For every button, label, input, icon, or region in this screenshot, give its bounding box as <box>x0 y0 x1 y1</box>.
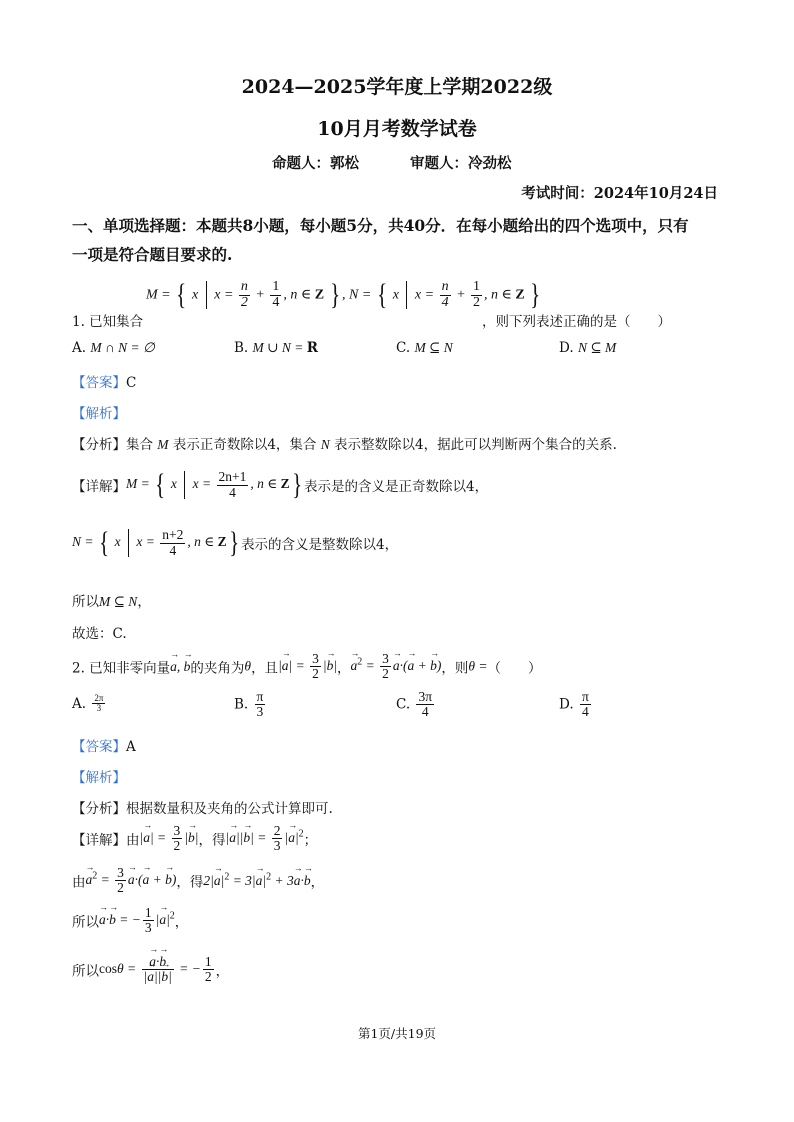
q1-option-c: C. M ⊆ N <box>396 340 453 356</box>
q2-answer: 【答案】A <box>72 739 136 755</box>
q1-so: 所以M ⊆ N， <box>72 594 151 610</box>
q1-answer: 【答案】C <box>72 375 137 391</box>
q1-option-a: A. M ∩ N = ∅ <box>72 340 155 356</box>
page-footer: 第1页/共19页 <box>357 1026 437 1041</box>
reviewer: 审题人：冷劲松 <box>410 155 512 172</box>
q2-option-b: B. $\frac{\pi}{3}$ <box>234 689 264 720</box>
q2-stem: 2. 已知非零向量→ a, → b的夹角为θ，且|→ a| = $\frac{3}{2}$ |→ b|，→ $a^2$ = $\frac{3}{2}$ → a·(→ a + → b)，则θ =（ ） <box>72 652 542 681</box>
q2-fenxi: 【分析】根据数量积及夹角的公式计算即可. <box>72 801 333 817</box>
q1-xiangjie-2: N = { x x = $\frac{n+2}{4}$ , n ∈ Z} 表示的含义是整数除以4， <box>72 526 399 559</box>
exam-title-line2: 10月月考数学试卷 <box>317 118 477 140</box>
q1-fenxi: 【分析】集合 M 表示正奇数除以4，集合 N 表示整数除以4，据此可以判断两个集合的关系. <box>72 437 617 453</box>
q2-analysis-tag: 【解析】 <box>72 770 126 786</box>
section-heading-line1: 一、单项选择题：本题共8小题，每小题5分，共40分．在每小题给出的四个选项中，只有 <box>72 216 689 235</box>
q1-xiangjie-1: 【详解】M = { x x = $\frac{2n+1}{4}$ , n ∈ Z} 表示是的含义是正奇数除以4， <box>72 468 489 501</box>
q2-option-a: A. $\frac{2\pi}{3}$ <box>72 693 104 714</box>
exam-time: 考试时间：2024年10月24日 <box>521 185 718 202</box>
q1-sets-formula: M = { x x = $\frac{n}{2}$ + $\frac{1}{4}$ , n ∈ Z } , N = { x x = $\frac{n}{4}$ + $\frac{1}{2}$ , n ∈ Z } <box>146 278 541 312</box>
q2-xiangjie-4: 所以cosθ = → $\frac{a\cdot\to b}{|\to a||\to b|}$ = − $\frac{1}{2}$ ， <box>72 955 229 984</box>
section-heading-line2: 一项是符合题目要求的. <box>72 245 233 264</box>
q1-option-b: B. M ∪ N = R <box>234 340 318 356</box>
q1-analysis-tag: 【解析】 <box>72 406 126 422</box>
q1-option-d: D. N ⊆ M <box>559 340 617 356</box>
setter: 命题人：郭松 <box>272 155 359 172</box>
q2-option-c: C. $\frac{3\pi}{4}$ <box>396 689 433 720</box>
q2-xiangjie-1: 【详解】由|→ a| = $\frac{3}{2}$ |→ b|，得|→ a||→ b| = $\frac{2}{3}$ |→ $a|^2$； <box>72 824 317 853</box>
q2-xiangjie-3: 所以→ a·→ b = − $\frac{1}{3}$ |→ $a|^2$， <box>72 906 188 935</box>
q1-prefix: 1. 已知集合 <box>72 314 144 330</box>
q2-option-d: D. $\frac{\pi}{4}$ <box>559 689 589 720</box>
q1-suffix: ，则下列表述正确的是（ ） <box>482 314 671 330</box>
exam-title-line1: 2024—2025学年度上学期2022级 <box>241 76 553 98</box>
q1-choose: 故选：C. <box>72 626 127 642</box>
q2-xiangjie-2: 由→ $a^2$ = $\frac{3}{2}$ → a·(→ a + → b)，得$2|\to a|^2 = 3|\to a|^2 + 3\to a\cdot\to b$， <box>72 866 324 895</box>
